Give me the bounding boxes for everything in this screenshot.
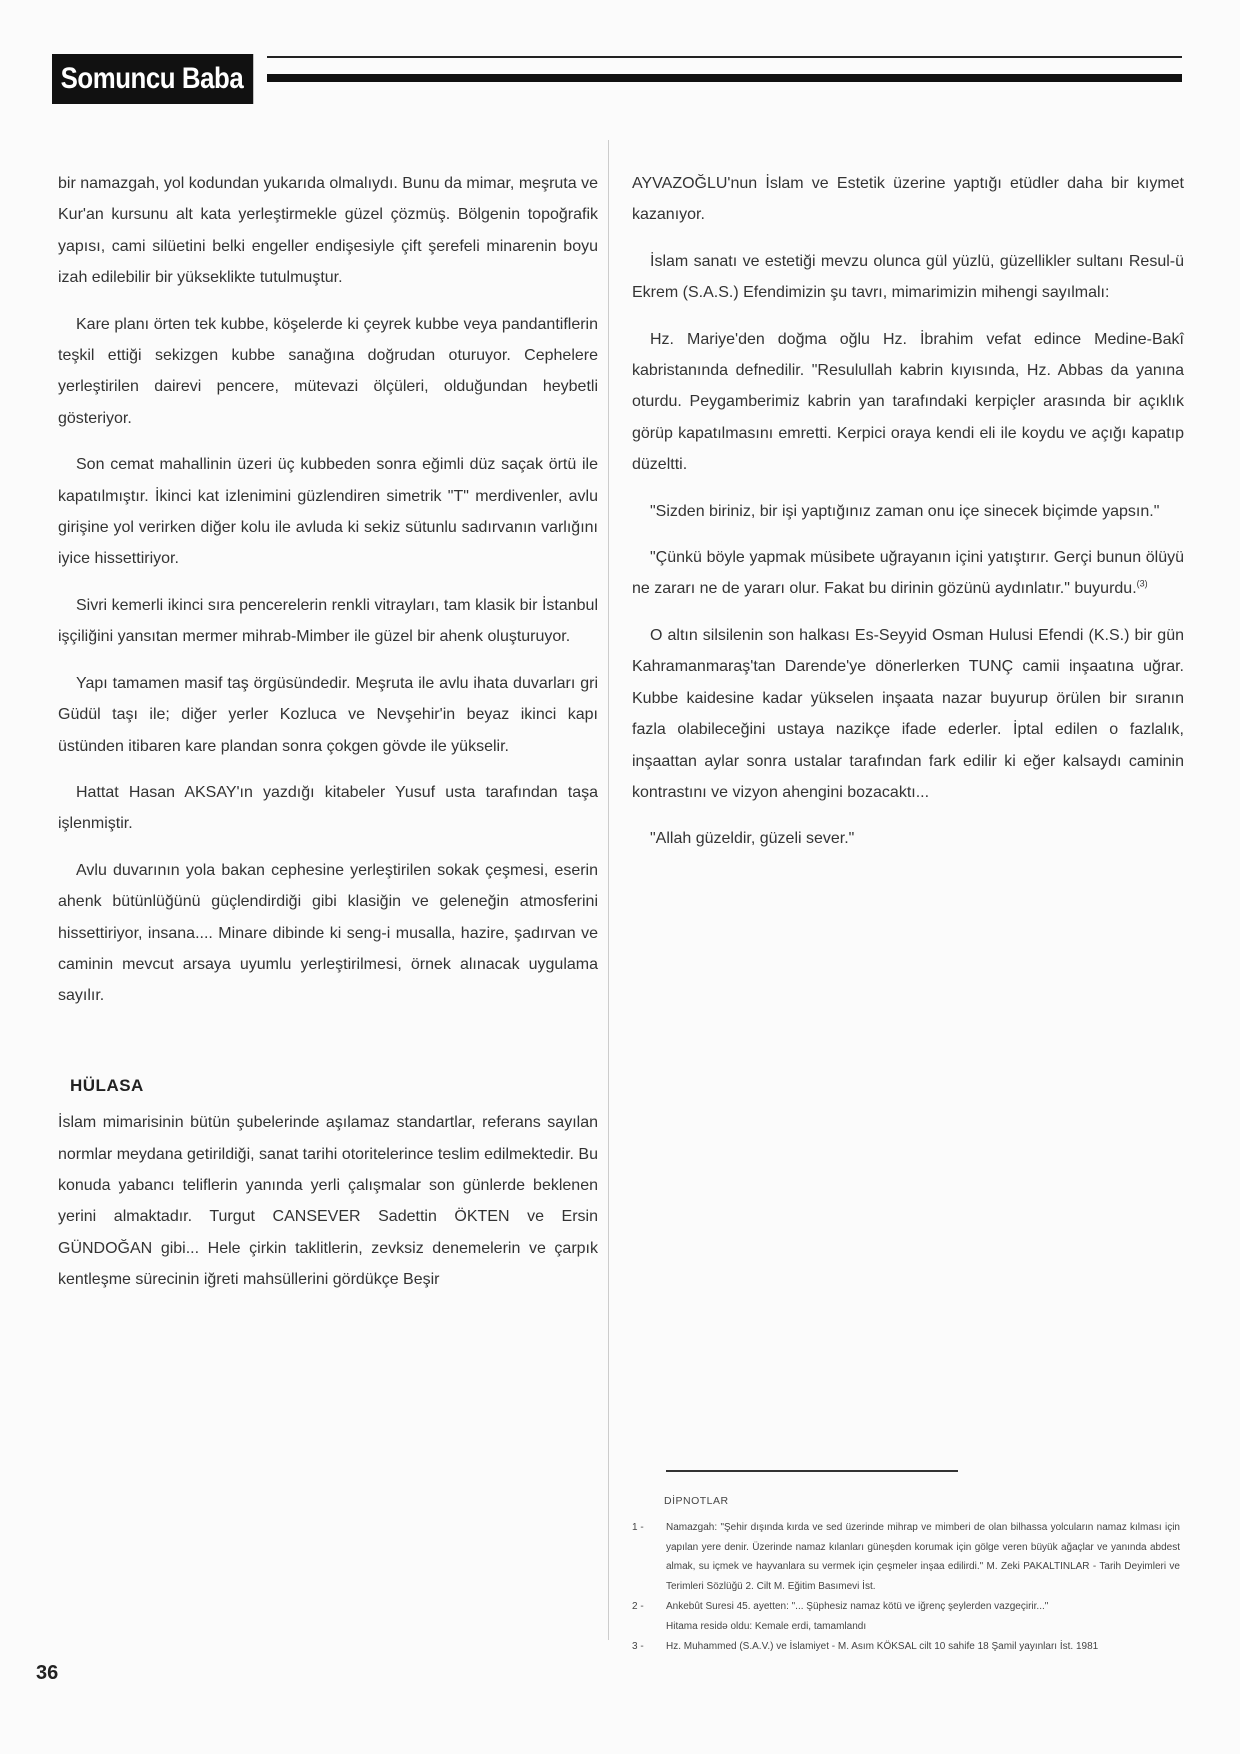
masthead-rule-thin bbox=[267, 56, 1182, 58]
footnotes-title: DİPNOTLAR bbox=[664, 1495, 729, 1507]
footnote-number: 2 - bbox=[632, 1600, 644, 1612]
body-paragraph: O altın silsilenin son halkası Es-Seyyid Osman Hulusi Efendi (K.S.) bir gün Kahramanmaraş'tan Darende'ye dönerlerken TUNÇ camii inşaatına uğrar. Kubbe kaidesine kadar yükselen inşaata nazar buyurup örülen bir sıranın fazla olabileceğini ustaya nazikçe ifade ederler. İptal edilen o fazlalık, inşaattan aylar sonra ustalar tarafından fark edilir ki eğer kalsaydı caminin kontrastını ve vizyon ahengini bozacaktı... bbox=[632, 626, 1184, 801]
body-paragraph: Yapı tamamen masif taş örgüsündedir. Meşruta ile avlu ihata duvarları gri Güdül taşı ile; diğer yerler Kozluca ve Nevşehir'in beyaz ikinci kapı üstünden itibaren kare plandan sonra çokgen gövde ile yükselir. bbox=[58, 674, 598, 755]
footnote-text: Ankebût Suresi 45. ayetten: "... Şüphesiz namaz kötü ve iğrenç şeylerden vazgeçirir..." bbox=[666, 1600, 1049, 1612]
body-paragraph: Kare planı örten tek kubbe, köşelerde ki çeyrek kubbe veya pandantiflerin teşkil ettiği sekizgen kubbe sanağına doğrudan oturuyor. Cephelere yerleştirilen dairevi pencere, mütevazi ölçüleri, olduğundan heybetli gösteriyor. bbox=[58, 315, 598, 427]
left-column bbox=[58, 168, 598, 1311]
footnote-number bbox=[630, 1617, 666, 1637]
summary-paragraph: İslam mimarisinin bütün şubelerinde aşılamaz standartlar, referans sayılan normlar meydana getirildiği, sanat tarihi otoritelerince teslim edilmektedir. Bu konuda yabancı teliflerin yanında yerli çalışmalar son günlerde beklenen yerini almaktadır. Turgut CANSEVER Sadettin ÖKTEN ve Ersin GÜNDOĞAN gibi... Hele çirkin taklitlerin, zevksiz denemelerin ve çarpık kentleşme sürecinin iğreti mahsüllerini gördükçe Beşir bbox=[58, 1114, 598, 1289]
quote-paragraph: "Sizden biriniz, bir işi yaptığınız zaman onu içe sinecek biçimde yapsın." bbox=[650, 502, 1160, 520]
footnotes bbox=[630, 1492, 1180, 1656]
body-paragraph: Sivri kemerli ikinci sıra pencerelerin renkli vitrayları, tam klasik bir İstanbul işçiliğini yansıtan mermer mihrab-Mimber ile güzel bir ahenk oluşturuyor. bbox=[58, 596, 598, 646]
page-number: 36 bbox=[36, 1662, 59, 1684]
footnote-item bbox=[630, 1637, 1180, 1657]
quote-paragraph: "Allah güzeldir, güzeli sever." bbox=[650, 830, 855, 848]
footnote-item bbox=[630, 1617, 1180, 1637]
footnote-text: Hz. Muhammed (S.A.V.) ve İslamiyet - M. Asım KÖKSAL cilt 10 sahife 18 Şamil yayınları İst. 1981 bbox=[666, 1640, 1099, 1652]
column-divider bbox=[608, 140, 609, 1640]
footnote-text: Namazgah: "Şehir dışında kırda ve sed üzerinde mihrap ve mimberi de olan bilhassa yolcuların namaz kılması için yapılan yere denir. Üzerinde namaz kılanları güneşden korumak için gölge veren büyük ağaçlar ve yanında abdest almak, su içmek ve hayvanlara su vermek için çeşmeler inşaa edilirdi." M. Zeki PAKALTINLAR - Tarih Deyimleri ve Terimleri Sözlüğü 2. Cilt M. Eğitim Basımevi İst. bbox=[666, 1521, 1180, 1593]
masthead-rule-thick bbox=[267, 74, 1182, 82]
footnotes-rule bbox=[666, 1470, 958, 1472]
right-column bbox=[632, 168, 1184, 870]
body-paragraph: Hattat Hasan AKSAY'ın yazdığı kitabeler Yusuf usta tarafından taşa işlenmiştir. bbox=[58, 783, 598, 833]
body-paragraph: İslam sanatı ve estetiği mevzu olunca gül yüzlü, güzellikler sultanı Resul-ü Ekrem (S.A.S.) Efendimizin şu tavrı, mimarimizin mihengi sayılmalı: bbox=[632, 252, 1184, 302]
footnote-number: 3 - bbox=[632, 1640, 644, 1652]
footnote-item bbox=[630, 1597, 1180, 1617]
footnote-item bbox=[630, 1518, 1180, 1597]
footnote-number: 1 - bbox=[632, 1521, 644, 1533]
body-paragraph: Avlu duvarının yola bakan cephesine yerleştirilen sokak çeşmesi, eserin ahenk bütünlüğünü güçlendirdiği gibi klasiğin ve geleneğin atmosferini hissettiriyor, insana.... Minare dibinde ki seng-i musalla, hazire, şadırvan ve caminin mevcut arsaya uyumlu yerleştirilmesi, örnek alınacak uygulama sayılır. bbox=[58, 861, 598, 1005]
masthead bbox=[52, 54, 1182, 110]
body-paragraph: Hz. Mariye'den doğma oğlu Hz. İbrahim vefat edince Medine-Bakî kabristanında defnedilir. "Resulullah kabrin kıyısında, Hz. Abbas da yanına oturdu. Peygamberimiz kabrin yan tarafındaki kerpiçler arasında bir açıklık görüp kapatılmasını emretti. Kerpici oraya kendi eli ile koydu ve açığı kapatıp düzeltti. bbox=[632, 330, 1184, 474]
body-paragraph: AYVAZOĞLU'nun İslam ve Estetik üzerine yaptığı etüdler daha bir kıymet kazanıyor. bbox=[632, 175, 1184, 224]
quote-paragraph bbox=[632, 542, 1184, 605]
body-paragraph: Son cemat mahallinin üzeri üç kubbeden sonra eğimli düz saçak örtü ile kapatılmıştır. İkinci kat izlenimini güzlendiren simetrik "T" merdivenler, avlu girişine yol verirken diğer kolu ile avluda ki sekiz sütunlu sadırvanın varlığını iyice hissettiriyor. bbox=[58, 456, 598, 568]
section-heading: HÜLASA bbox=[70, 1075, 144, 1095]
footnote-text: Hitama residə oldu: Kemale erdi, tamamlandı bbox=[666, 1620, 867, 1632]
magazine-logo: Somuncu Baba bbox=[52, 54, 254, 104]
quote-text: "Çünkü böyle yapmak müsibete uğrayanın içini yatıştırır. Gerçi bunun ölüyü ne zararı ne de yararı olur. Fakat bu dirinin gözünü aydınlatır." buyurdu. bbox=[632, 549, 1184, 598]
footnote-reference: (3) bbox=[1136, 579, 1148, 590]
body-paragraph: bir namazgah, yol kodundan yukarıda olmalıydı. Bunu da mimar, meşruta ve Kur'an kursunu alt kata yerleştirmekle güzel çözmüş. Bölgenin topoğrafik yapısı, cami silüetini belki engeller endişesiyle çift şerefeli minarenin boyu izah edilebilir bir yükseklikte tutulmuştur. bbox=[58, 175, 598, 287]
